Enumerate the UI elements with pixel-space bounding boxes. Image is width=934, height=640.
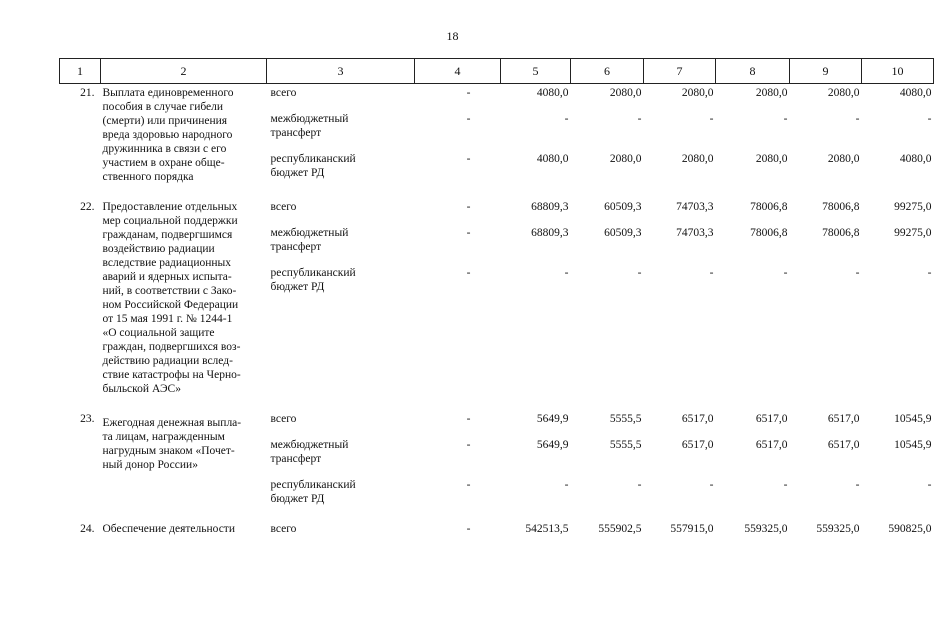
amount-value: 5649,9 [536, 413, 569, 425]
description-line: Предоставление отдельных [102, 201, 238, 213]
amount-value: 78006,8 [750, 227, 788, 239]
table-row [60, 84, 934, 185]
amount-value: - [783, 479, 788, 491]
description-line: воздействию радиации [102, 243, 215, 255]
funding-source-cell [267, 198, 415, 396]
value-cell [501, 84, 571, 185]
row-description [101, 520, 267, 536]
description-line: вреда здоровью народного [102, 129, 233, 141]
value-cell [571, 198, 644, 396]
amount-value: 4080,0 [899, 87, 932, 99]
funding-source-line: республиканский [270, 479, 356, 491]
description-line: ный донор России» [102, 459, 198, 471]
header-cell: 6 [571, 59, 644, 84]
value-cell [716, 410, 790, 506]
amount-value: 6517,0 [681, 413, 714, 425]
amount-value: 555902,5 [598, 523, 642, 535]
amount-value: 2080,0 [755, 153, 788, 165]
description-line: граждан, подвергшихся воз- [102, 341, 241, 353]
value-cell [862, 84, 934, 185]
description-line: пособия в случае гибели [102, 101, 224, 113]
amount-value: 74703,3 [676, 227, 714, 239]
header-cell: 4 [415, 59, 501, 84]
value-cell [790, 410, 862, 506]
amount-value: 4080,0 [899, 153, 932, 165]
amount-value: 60509,3 [604, 227, 642, 239]
amount-value: 10545,9 [894, 413, 932, 425]
description-line: вследствие радиационных [102, 257, 232, 269]
budget-table [59, 58, 934, 536]
header-cell: 10 [862, 59, 934, 84]
amount-value: 2080,0 [681, 87, 714, 99]
amount-value: 5555,5 [609, 413, 642, 425]
value-cell [571, 84, 644, 185]
amount-value: 6517,0 [681, 439, 714, 451]
amount-value: 5649,9 [536, 439, 569, 451]
funding-source-line: всего [270, 413, 297, 425]
value-cell [501, 520, 571, 536]
amount-value: 10545,9 [894, 439, 932, 451]
amount-value: 78006,8 [822, 227, 860, 239]
description-line: аварий и ядерных испыта- [102, 271, 232, 283]
column-4-value: - [466, 479, 471, 491]
value-cell [716, 520, 790, 536]
table-body [60, 84, 934, 537]
row-number: 22. [80, 201, 95, 213]
description-line: ном Российской Федерации [102, 299, 239, 311]
header-cell: 3 [267, 59, 415, 84]
amount-value: 2080,0 [609, 87, 642, 99]
description-line: (смерти) или причинения [102, 115, 228, 127]
amount-value: - [564, 267, 569, 279]
column-4-cell [415, 410, 501, 506]
value-cell [644, 84, 716, 185]
row-number: 21. [80, 87, 95, 99]
value-cell [862, 198, 934, 396]
value-cell [716, 198, 790, 396]
amount-value: 590825,0 [888, 523, 932, 535]
row-description [101, 198, 267, 396]
funding-source-line: межбюджетный [270, 113, 349, 125]
funding-source-line: всего [270, 87, 297, 99]
amount-value: 68809,3 [531, 201, 569, 213]
funding-source-line: межбюджетный [270, 227, 349, 239]
value-cell [716, 84, 790, 185]
amount-value: 68809,3 [531, 227, 569, 239]
description-line: Ежегодная денежная выпла- [102, 417, 242, 429]
amount-value: 6517,0 [827, 413, 860, 425]
value-cell [501, 198, 571, 396]
column-4-value: - [466, 153, 471, 165]
table-row [60, 198, 934, 396]
amount-value: - [855, 479, 860, 491]
description-line: та лицам, награжденным [102, 431, 225, 443]
funding-source-label [271, 112, 415, 140]
funding-source-label [271, 152, 415, 180]
amount-value: - [709, 267, 714, 279]
funding-source-label [271, 522, 415, 536]
description-line: нагрудным знаком «Почет- [102, 445, 235, 457]
header-cell: 7 [644, 59, 716, 84]
column-4-cell [415, 520, 501, 536]
amount-value: - [709, 113, 714, 125]
amount-value: 557915,0 [670, 523, 714, 535]
value-cell [790, 520, 862, 536]
value-cell [644, 410, 716, 506]
value-cell [571, 520, 644, 536]
funding-source-label [271, 478, 415, 506]
amount-value: 99275,0 [894, 201, 932, 213]
funding-source-label [271, 438, 415, 466]
funding-source-line: бюджет РД [270, 493, 325, 505]
page-number: 18 [446, 29, 459, 43]
amount-value: - [927, 267, 932, 279]
value-cell [862, 520, 934, 536]
amount-value: - [783, 267, 788, 279]
funding-source-cell [267, 410, 415, 506]
funding-source-line: республиканский [270, 153, 356, 165]
amount-value: 4080,0 [536, 87, 569, 99]
funding-source-line: республиканский [270, 267, 356, 279]
description-line: ний, в соответствии с Зако- [102, 285, 237, 297]
amount-value: 2080,0 [609, 153, 642, 165]
description-line: от 15 мая 1991 г. № 1244-1 [102, 313, 233, 325]
funding-source-label [271, 200, 415, 214]
amount-value: 559325,0 [744, 523, 788, 535]
amount-value: 99275,0 [894, 227, 932, 239]
funding-source-line: трансферт [270, 453, 322, 465]
funding-source-line: всего [270, 201, 297, 213]
amount-value: 74703,3 [676, 201, 714, 213]
row-description [101, 410, 267, 506]
column-4-value: - [466, 227, 471, 239]
value-cell [571, 410, 644, 506]
amount-value: 5555,5 [609, 439, 642, 451]
column-4-cell [415, 198, 501, 396]
header-cell: 8 [716, 59, 790, 84]
value-cell [790, 198, 862, 396]
amount-value: - [637, 267, 642, 279]
description-line: действию радиации вслед- [102, 355, 233, 367]
amount-value: 4080,0 [536, 153, 569, 165]
amount-value: 2080,0 [681, 153, 714, 165]
funding-source-cell [267, 84, 415, 185]
table-row [60, 520, 934, 536]
funding-source-label [271, 86, 415, 100]
header-cell: 9 [790, 59, 862, 84]
column-4-value: - [466, 413, 471, 425]
funding-source-line: бюджет РД [270, 281, 325, 293]
funding-source-line: всего [270, 523, 297, 535]
description-line: «О социальной защите [102, 327, 215, 339]
funding-source-line: трансферт [270, 127, 322, 139]
amount-value: - [709, 479, 714, 491]
amount-value: - [927, 479, 932, 491]
column-4-value: - [466, 113, 471, 125]
amount-value: - [564, 479, 569, 491]
description-line: Выплата единовременного [102, 87, 234, 99]
description-line: ственного порядка [102, 171, 194, 183]
column-4-value: - [466, 201, 471, 213]
description-line: быльской АЭС» [102, 383, 181, 395]
amount-value: 78006,8 [822, 201, 860, 213]
description-line: Обеспечение деятельности [102, 523, 235, 535]
amount-value: - [927, 113, 932, 125]
header-cell: 5 [501, 59, 571, 84]
row-separator [60, 184, 934, 198]
amount-value: - [855, 267, 860, 279]
description-line: гражданам, подвергшимся [102, 229, 233, 241]
value-cell [644, 520, 716, 536]
amount-value: - [637, 479, 642, 491]
description-line: участием в охране обще- [102, 157, 225, 169]
row-number: 23. [80, 413, 95, 425]
funding-source-label [271, 412, 415, 426]
amount-value: - [637, 113, 642, 125]
column-4-value: - [466, 523, 471, 535]
description-line: дружинника в связи с его [102, 143, 227, 155]
row-number: 24. [80, 523, 95, 535]
amount-value: 6517,0 [755, 439, 788, 451]
funding-source-cell [267, 520, 415, 536]
header-row [60, 59, 934, 84]
funding-source-label [271, 266, 415, 294]
value-cell [790, 84, 862, 185]
amount-value: 2080,0 [755, 87, 788, 99]
row-separator [60, 506, 934, 520]
header-cell: 2 [101, 59, 267, 84]
column-4-value: - [466, 439, 471, 451]
column-4-cell [415, 84, 501, 185]
amount-value: 78006,8 [750, 201, 788, 213]
column-4-value: - [466, 87, 471, 99]
amount-value: 6517,0 [755, 413, 788, 425]
funding-source-line: межбюджетный [270, 439, 349, 451]
description-line: мер социальной поддержки [102, 215, 238, 227]
amount-value: 559325,0 [816, 523, 860, 535]
amount-value: 542513,5 [525, 523, 569, 535]
value-cell [501, 410, 571, 506]
row-separator [60, 396, 934, 410]
amount-value: - [564, 113, 569, 125]
value-cell [862, 410, 934, 506]
row-description [101, 84, 267, 185]
funding-source-line: бюджет РД [270, 167, 325, 179]
description-line: ствие катастрофы на Черно- [102, 369, 241, 381]
header-cell: 1 [60, 59, 101, 84]
amount-value: 6517,0 [827, 439, 860, 451]
amount-value: - [855, 113, 860, 125]
table-row [60, 410, 934, 506]
value-cell [644, 198, 716, 396]
column-4-value: - [466, 267, 471, 279]
funding-source-label [271, 226, 415, 254]
funding-source-line: трансферт [270, 241, 322, 253]
amount-value: 2080,0 [827, 87, 860, 99]
amount-value: 2080,0 [827, 153, 860, 165]
amount-value: 60509,3 [604, 201, 642, 213]
amount-value: - [783, 113, 788, 125]
